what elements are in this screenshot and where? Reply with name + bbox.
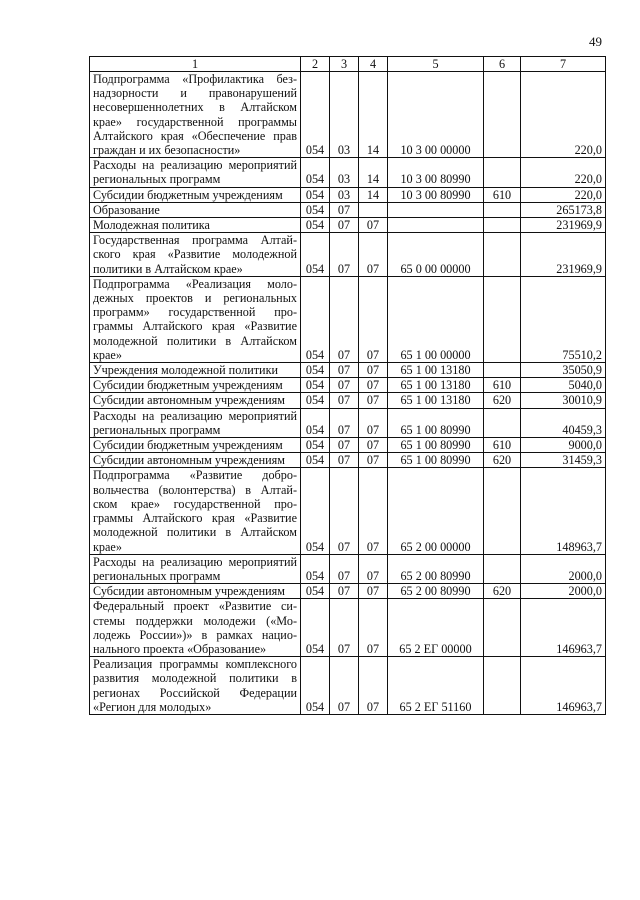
cell-name: Федеральный проект «Развитие системы поддержки молодежи («Молодежь России»)» в рамках национального проекта «Образование» bbox=[90, 599, 301, 657]
table-row bbox=[90, 202, 606, 217]
cell-subsection: 14 bbox=[359, 158, 388, 187]
header-col-4: 4 bbox=[359, 57, 388, 72]
cell-subsection: 07 bbox=[359, 218, 388, 233]
cell-name: Расходы на реализацию мероприятий региональных программ bbox=[90, 554, 301, 583]
cell-section: 07 bbox=[330, 468, 359, 554]
cell-target-article: 65 2 ЕГ 51160 bbox=[388, 657, 484, 715]
cell-section: 07 bbox=[330, 218, 359, 233]
cell-expense-type bbox=[484, 599, 521, 657]
table-row bbox=[90, 554, 606, 583]
cell-name: Субсидии бюджетным учреждениям bbox=[90, 187, 301, 202]
cell-expense-type: 620 bbox=[484, 453, 521, 468]
cell-admin-code: 054 bbox=[301, 453, 330, 468]
cell-admin-code: 054 bbox=[301, 408, 330, 437]
cell-admin-code: 054 bbox=[301, 158, 330, 187]
cell-admin-code: 054 bbox=[301, 393, 330, 408]
cell-section: 07 bbox=[330, 393, 359, 408]
cell-expense-type bbox=[484, 657, 521, 715]
cell-section: 07 bbox=[330, 657, 359, 715]
cell-target-article: 10 3 00 80990 bbox=[388, 187, 484, 202]
table-row bbox=[90, 408, 606, 437]
cell-subsection: 07 bbox=[359, 554, 388, 583]
cell-amount: 5040,0 bbox=[521, 378, 606, 393]
cell-amount: 220,0 bbox=[521, 158, 606, 187]
cell-expense-type bbox=[484, 554, 521, 583]
cell-section: 03 bbox=[330, 187, 359, 202]
header-col-1: 1 bbox=[90, 57, 301, 72]
cell-subsection: 14 bbox=[359, 187, 388, 202]
cell-subsection: 07 bbox=[359, 378, 388, 393]
cell-section: 07 bbox=[330, 378, 359, 393]
cell-target-article: 65 1 00 80990 bbox=[388, 438, 484, 453]
cell-amount: 220,0 bbox=[521, 72, 606, 158]
cell-name: Расходы на реализацию мероприятий региональных программ bbox=[90, 408, 301, 437]
cell-name: Государственная программа Алтайского края «Развитие молодежной политики в Алтайском крае» bbox=[90, 233, 301, 277]
cell-expense-type: 610 bbox=[484, 438, 521, 453]
cell-section: 07 bbox=[330, 438, 359, 453]
budget-table bbox=[89, 56, 606, 715]
cell-name: Субсидии автономным учреждениям bbox=[90, 393, 301, 408]
cell-name: Учреждения молодежной политики bbox=[90, 363, 301, 378]
cell-target-article: 65 2 00 80990 bbox=[388, 554, 484, 583]
cell-admin-code: 054 bbox=[301, 363, 330, 378]
cell-expense-type: 620 bbox=[484, 393, 521, 408]
cell-expense-type bbox=[484, 158, 521, 187]
table-row bbox=[90, 393, 606, 408]
cell-expense-type: 620 bbox=[484, 584, 521, 599]
table-row bbox=[90, 599, 606, 657]
cell-target-article: 65 1 00 80990 bbox=[388, 408, 484, 437]
cell-expense-type bbox=[484, 408, 521, 437]
cell-subsection: 07 bbox=[359, 363, 388, 378]
table-header-row bbox=[90, 57, 606, 72]
cell-subsection: 07 bbox=[359, 468, 388, 554]
cell-admin-code: 054 bbox=[301, 554, 330, 583]
cell-amount: 231969,9 bbox=[521, 233, 606, 277]
cell-admin-code: 054 bbox=[301, 468, 330, 554]
cell-amount: 146963,7 bbox=[521, 599, 606, 657]
table-row bbox=[90, 233, 606, 277]
cell-section: 07 bbox=[330, 276, 359, 362]
cell-expense-type: 610 bbox=[484, 378, 521, 393]
cell-amount: 146963,7 bbox=[521, 657, 606, 715]
cell-subsection: 07 bbox=[359, 393, 388, 408]
cell-amount: 231969,9 bbox=[521, 218, 606, 233]
cell-subsection: 07 bbox=[359, 453, 388, 468]
cell-expense-type bbox=[484, 72, 521, 158]
cell-amount: 2000,0 bbox=[521, 584, 606, 599]
cell-target-article: 65 1 00 00000 bbox=[388, 276, 484, 362]
cell-admin-code: 054 bbox=[301, 187, 330, 202]
cell-expense-type bbox=[484, 276, 521, 362]
table-row bbox=[90, 453, 606, 468]
cell-expense-type bbox=[484, 233, 521, 277]
cell-amount: 30010,9 bbox=[521, 393, 606, 408]
cell-target-article: 10 3 00 80990 bbox=[388, 158, 484, 187]
cell-section: 07 bbox=[330, 554, 359, 583]
cell-amount: 75510,2 bbox=[521, 276, 606, 362]
cell-admin-code: 054 bbox=[301, 438, 330, 453]
table-row bbox=[90, 72, 606, 158]
table-row bbox=[90, 158, 606, 187]
cell-target-article: 65 1 00 13180 bbox=[388, 363, 484, 378]
cell-section: 07 bbox=[330, 453, 359, 468]
cell-section: 07 bbox=[330, 584, 359, 599]
cell-name: Подпрограмма «Профилактика безнадзорности и правонарушений несовершеннолетних в Алтайском крае» государственной программы Алтайского края «Обеспечение прав граждан и их безопасности» bbox=[90, 72, 301, 158]
cell-subsection: 07 bbox=[359, 657, 388, 715]
cell-section: 07 bbox=[330, 408, 359, 437]
table-row bbox=[90, 378, 606, 393]
cell-target-article: 65 1 00 80990 bbox=[388, 453, 484, 468]
table-row bbox=[90, 438, 606, 453]
cell-name: Субсидии бюджетным учреждениям bbox=[90, 438, 301, 453]
cell-target-article: 65 2 00 80990 bbox=[388, 584, 484, 599]
cell-name: Реализация программы комплексного развития молодежной политики в регионах Российской Федерации «Регион для молодых» bbox=[90, 657, 301, 715]
cell-name: Субсидии бюджетным учреждениям bbox=[90, 378, 301, 393]
cell-name: Молодежная политика bbox=[90, 218, 301, 233]
cell-section: 03 bbox=[330, 158, 359, 187]
cell-name: Субсидии автономным учреждениям bbox=[90, 453, 301, 468]
cell-subsection: 07 bbox=[359, 599, 388, 657]
cell-amount: 9000,0 bbox=[521, 438, 606, 453]
cell-expense-type bbox=[484, 363, 521, 378]
cell-name: Подпрограмма «Реализация молодежных проектов и региональных программ» государственной программы Алтайского края «Развитие молодежной политики в Алтайском крае» bbox=[90, 276, 301, 362]
cell-amount: 31459,3 bbox=[521, 453, 606, 468]
cell-expense-type: 610 bbox=[484, 187, 521, 202]
cell-amount: 40459,3 bbox=[521, 408, 606, 437]
table-row bbox=[90, 218, 606, 233]
table-row bbox=[90, 468, 606, 554]
cell-target-article: 65 2 00 00000 bbox=[388, 468, 484, 554]
cell-target-article: 65 1 00 13180 bbox=[388, 378, 484, 393]
cell-admin-code: 054 bbox=[301, 378, 330, 393]
table-row bbox=[90, 276, 606, 362]
cell-subsection: 07 bbox=[359, 438, 388, 453]
header-col-7: 7 bbox=[521, 57, 606, 72]
cell-subsection: 14 bbox=[359, 72, 388, 158]
cell-amount: 35050,9 bbox=[521, 363, 606, 378]
cell-admin-code: 054 bbox=[301, 584, 330, 599]
cell-name: Образование bbox=[90, 202, 301, 217]
cell-target-article bbox=[388, 218, 484, 233]
cell-name: Субсидии автономным учреждениям bbox=[90, 584, 301, 599]
cell-admin-code: 054 bbox=[301, 599, 330, 657]
cell-subsection bbox=[359, 202, 388, 217]
table-row bbox=[90, 584, 606, 599]
cell-expense-type bbox=[484, 468, 521, 554]
cell-target-article bbox=[388, 202, 484, 217]
cell-admin-code: 054 bbox=[301, 218, 330, 233]
header-col-5: 5 bbox=[388, 57, 484, 72]
cell-expense-type bbox=[484, 218, 521, 233]
cell-subsection: 07 bbox=[359, 584, 388, 599]
cell-amount: 265173,8 bbox=[521, 202, 606, 217]
cell-target-article: 10 3 00 00000 bbox=[388, 72, 484, 158]
cell-admin-code: 054 bbox=[301, 276, 330, 362]
cell-section: 07 bbox=[330, 233, 359, 277]
cell-admin-code: 054 bbox=[301, 202, 330, 217]
page-number: 49 bbox=[589, 34, 602, 49]
cell-amount: 148963,7 bbox=[521, 468, 606, 554]
cell-target-article: 65 0 00 00000 bbox=[388, 233, 484, 277]
cell-section: 03 bbox=[330, 72, 359, 158]
cell-expense-type bbox=[484, 202, 521, 217]
table-row bbox=[90, 657, 606, 715]
header-col-6: 6 bbox=[484, 57, 521, 72]
cell-target-article: 65 1 00 13180 bbox=[388, 393, 484, 408]
cell-admin-code: 054 bbox=[301, 233, 330, 277]
cell-admin-code: 054 bbox=[301, 657, 330, 715]
cell-section: 07 bbox=[330, 363, 359, 378]
header-col-3: 3 bbox=[330, 57, 359, 72]
header-col-2: 2 bbox=[301, 57, 330, 72]
cell-subsection: 07 bbox=[359, 276, 388, 362]
cell-amount: 2000,0 bbox=[521, 554, 606, 583]
cell-section: 07 bbox=[330, 599, 359, 657]
cell-name: Расходы на реализацию мероприятий региональных программ bbox=[90, 158, 301, 187]
cell-target-article: 65 2 ЕГ 00000 bbox=[388, 599, 484, 657]
cell-section: 07 bbox=[330, 202, 359, 217]
cell-amount: 220,0 bbox=[521, 187, 606, 202]
table-row bbox=[90, 187, 606, 202]
cell-subsection: 07 bbox=[359, 233, 388, 277]
cell-name: Подпрограмма «Развитие добровольчества (волонтерства) в Алтайском крае» государственной программы Алтайского края «Развитие молодежной политики в Алтайском крае» bbox=[90, 468, 301, 554]
cell-admin-code: 054 bbox=[301, 72, 330, 158]
cell-subsection: 07 bbox=[359, 408, 388, 437]
table-row bbox=[90, 363, 606, 378]
